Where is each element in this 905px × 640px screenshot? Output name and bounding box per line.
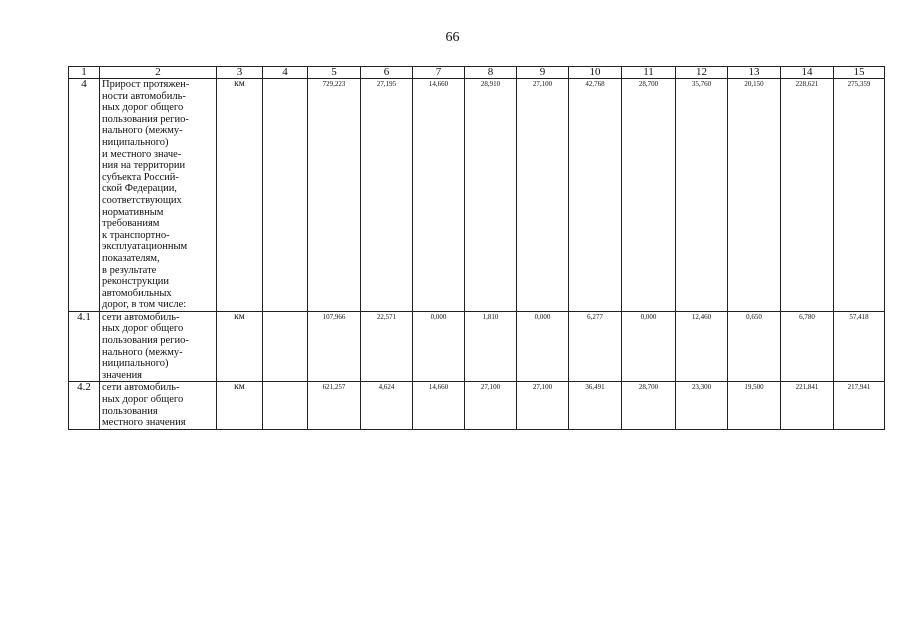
row-value: 14,660: [413, 382, 465, 429]
header-cell: 11: [622, 67, 676, 79]
row-value: 6,277: [569, 311, 622, 382]
row-value: 27,100: [517, 79, 569, 312]
row-unit: км: [217, 382, 263, 429]
row-col4: [263, 79, 308, 312]
header-cell: 14: [781, 67, 834, 79]
row-unit: км: [217, 311, 263, 382]
table-row: [69, 382, 885, 429]
header-cell: 10: [569, 67, 622, 79]
page-number: 66: [445, 30, 460, 45]
row-value: 19,500: [728, 382, 781, 429]
row-value: 4,624: [361, 382, 413, 429]
row-value: 42,768: [569, 79, 622, 312]
header-cell: 8: [465, 67, 517, 79]
table-header-row: [69, 67, 885, 79]
row-number: 4: [69, 79, 100, 312]
header-cell: 13: [728, 67, 781, 79]
row-value: 228,621: [781, 79, 834, 312]
row-value: 0,000: [517, 311, 569, 382]
row-col4: [263, 311, 308, 382]
row-value: 28,910: [465, 79, 517, 312]
row-value: 0,000: [413, 311, 465, 382]
row-name: Прирост протяжен- ности автомобиль- ных дорог общего пользования регио- нального (межму- ниципального) и местного значе- ния на территории субъекта Россий- ской Федерации, соответствующих нормативным требованиям к транспортно- эксплуатационным показателям, в результате реконструкции автомобильных дорог, в том числе:: [100, 79, 217, 312]
header-cell: 7: [413, 67, 465, 79]
header-cell: 2: [100, 67, 217, 79]
table-row: [69, 79, 885, 312]
row-value: 35,760: [676, 79, 728, 312]
row-value: 0,000: [622, 311, 676, 382]
header-cell: 3: [217, 67, 263, 79]
row-value: 28,700: [622, 79, 676, 312]
header-cell: 4: [263, 67, 308, 79]
row-value: 27,100: [465, 382, 517, 429]
row-value: 27,195: [361, 79, 413, 312]
row-unit: км: [217, 79, 263, 312]
header-cell: 15: [834, 67, 885, 79]
row-number: 4.2: [69, 382, 100, 429]
row-value: 275,359: [834, 79, 885, 312]
header-cell: 9: [517, 67, 569, 79]
row-value: 20,150: [728, 79, 781, 312]
row-value: 0,650: [728, 311, 781, 382]
row-value: 6,780: [781, 311, 834, 382]
row-value: 36,491: [569, 382, 622, 429]
row-number: 4.1: [69, 311, 100, 382]
row-value: 221,841: [781, 382, 834, 429]
row-value: 28,700: [622, 382, 676, 429]
header-cell: 12: [676, 67, 728, 79]
row-value: 107,966: [308, 311, 361, 382]
row-value: 22,571: [361, 311, 413, 382]
row-value: 217,941: [834, 382, 885, 429]
row-value: 14,660: [413, 79, 465, 312]
row-value: 729,223: [308, 79, 361, 312]
header-cell: 1: [69, 67, 100, 79]
data-table: [68, 66, 885, 430]
row-value: 1,810: [465, 311, 517, 382]
row-name: сети автомобиль- ных дорог общего пользования местного значения: [100, 382, 217, 429]
header-cell: 6: [361, 67, 413, 79]
row-value: 23,300: [676, 382, 728, 429]
row-value: 12,460: [676, 311, 728, 382]
row-value: 621,257: [308, 382, 361, 429]
row-name: сети автомобиль- ных дорог общего пользования регио- нального (межму- ниципального) значения: [100, 311, 217, 382]
row-col4: [263, 382, 308, 429]
table-row: [69, 311, 885, 382]
header-cell: 5: [308, 67, 361, 79]
row-value: 57,418: [834, 311, 885, 382]
row-value: 27,100: [517, 382, 569, 429]
